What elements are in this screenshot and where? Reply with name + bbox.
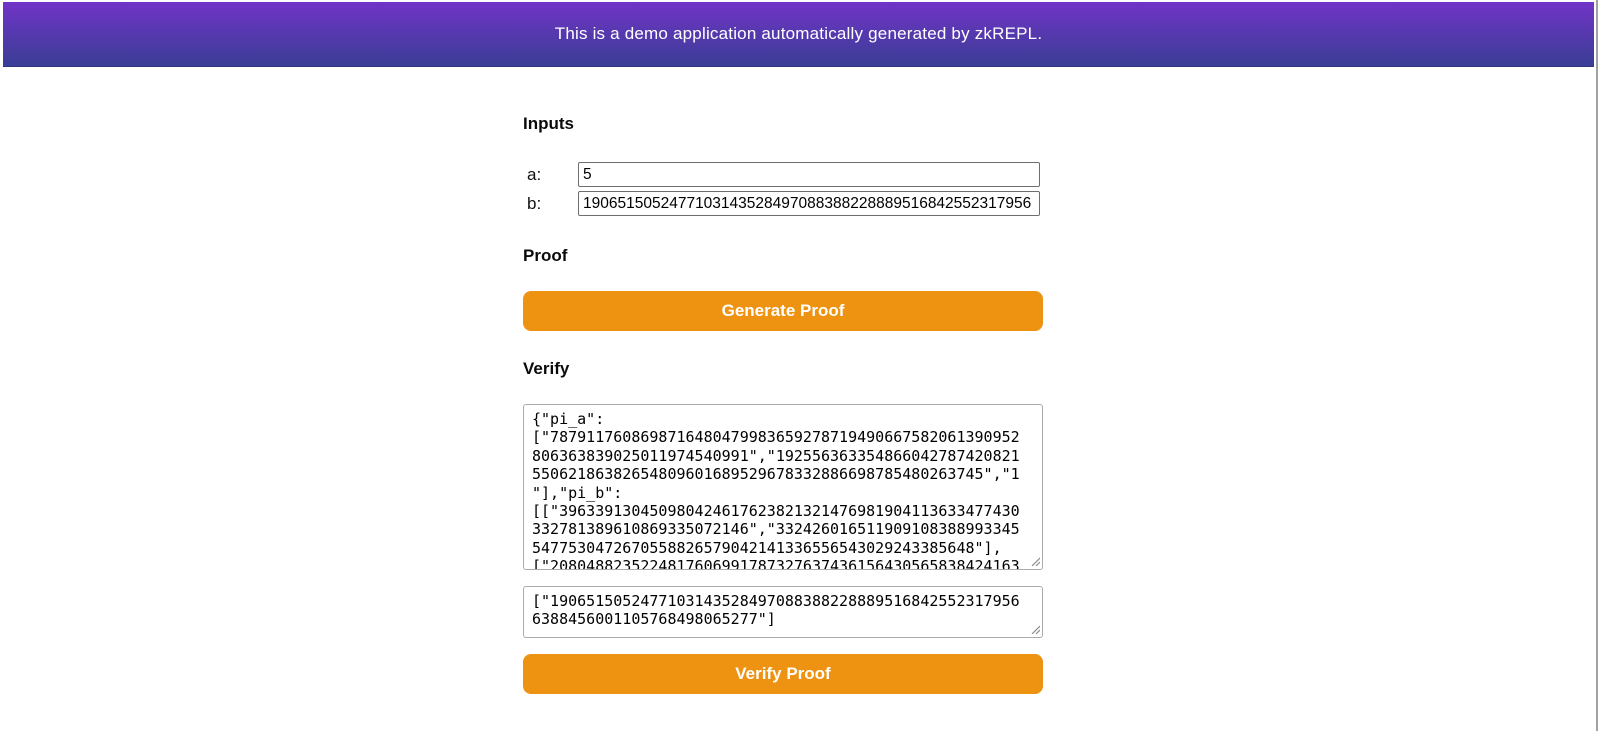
- input-b-label: b:: [527, 194, 542, 213]
- main-content: [523, 0, 1043, 731]
- window-edge-line: [1596, 0, 1598, 731]
- proof-json-textarea[interactable]: [523, 404, 1043, 570]
- input-row-b: [523, 191, 1043, 216]
- input-a-label: a:: [527, 165, 542, 184]
- input-row-a: [523, 162, 1043, 187]
- resize-handle-icon[interactable]: [1030, 624, 1040, 634]
- proof-json-textarea-wrap: [523, 404, 1043, 570]
- public-signals-textarea-wrap: [523, 586, 1043, 638]
- banner-text: This is a demo application automatically generated by zkREPL.: [554, 24, 1043, 43]
- proof-heading: Proof: [523, 246, 568, 265]
- input-b-field[interactable]: [578, 191, 1040, 216]
- verify-heading: Verify: [523, 359, 570, 378]
- verify-proof-button[interactable]: Verify Proof: [523, 654, 1043, 694]
- resize-handle-icon[interactable]: [1030, 556, 1040, 566]
- public-signals-textarea[interactable]: [523, 586, 1043, 638]
- inputs-heading: Inputs: [523, 114, 574, 133]
- input-a-field[interactable]: [578, 162, 1040, 187]
- generate-proof-button[interactable]: Generate Proof: [523, 291, 1043, 331]
